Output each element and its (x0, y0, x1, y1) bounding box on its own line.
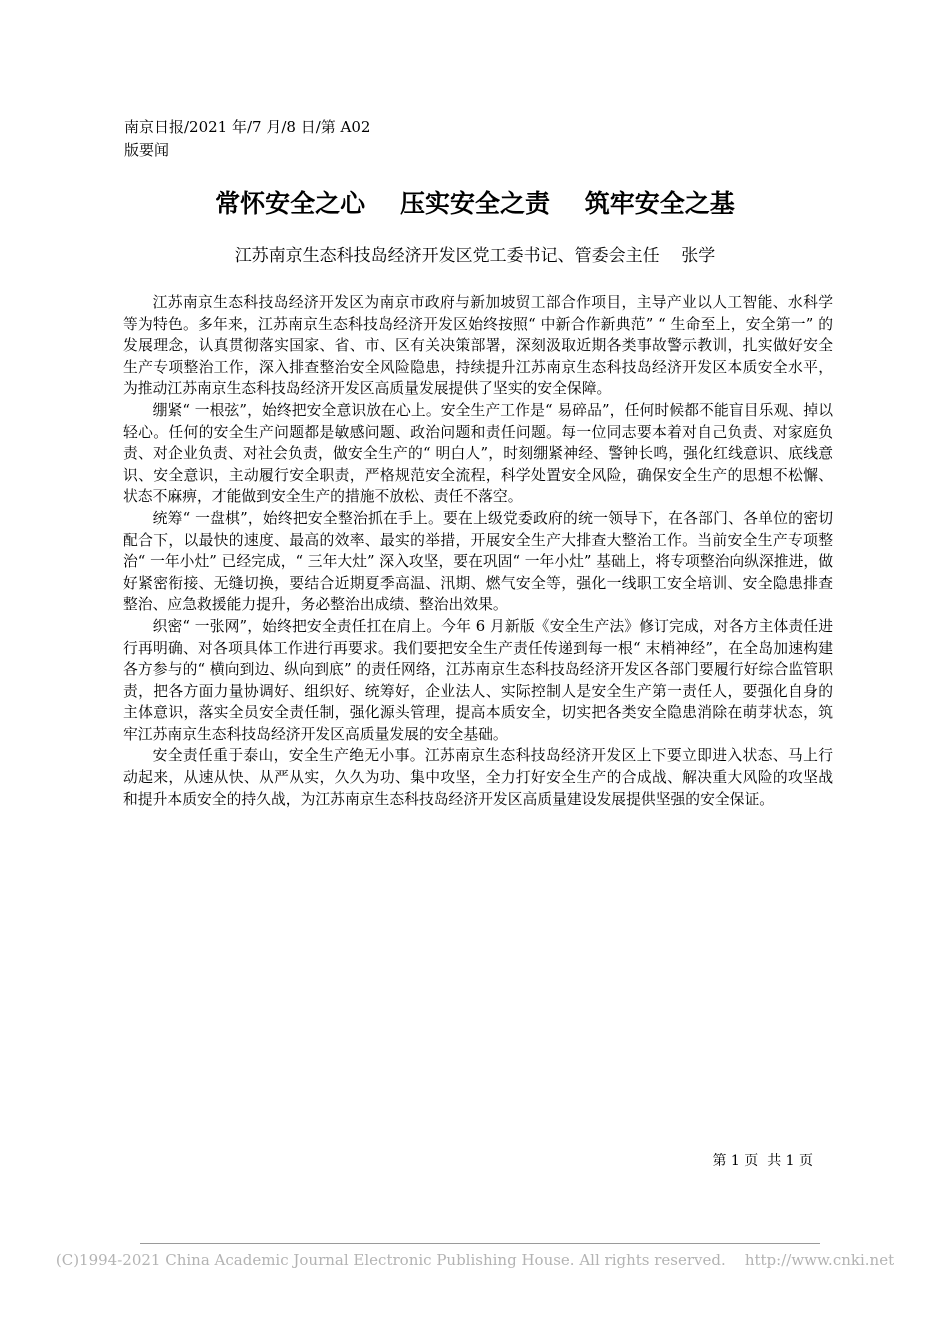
footer-divider (140, 1243, 820, 1244)
paragraph: 江苏南京生态科技岛经济开发区为南京市政府与新加坡贸工部合作项目，主导产业以人工智能、水科学等为特色。多年来，江苏南京生态科技岛经济开发区始终按照“ 中新合作新典范” “ 生命至上，安全第一” 的发展理念，认真贯彻落实国家、省、市、区有关决策部署，深刻汲取近期各类事故警示教训，扎实做好安全生产专项整治工作，深入排查整治安全风险隐患，持续提升江苏南京生态科技岛经济开发区本质安全水平，为推动江苏南京生态科技岛经济开发区高质量发展提供了坚实的安全保障。 (123, 294, 833, 398)
paragraph: 统筹“ 一盘棋”，始终把安全整治抓在手上。要在上级党委政府的统一领导下，在各部门、各单位的密切配合下，以最快的速度、最高的效率、最实的举措，开展安全生产大排查大整治工作。当前安全生产专项整治“ 一年小灶” 已经完成，“ 三年大灶” 深入攻坚，要在巩固“ 一年小灶” 基础上，将专项整治向纵深推进，做好紧密衔接、无缝切换，要结合近期夏季高温、汛期、燃气安全等，强化一线职工安全培训、安全隐患排查整治、应急救援能力提升，务必整治出成绩、整治出效果。 (123, 509, 833, 614)
source-line-1: 南京日报/2021 年/7 月/8 日/第 A02 (124, 118, 371, 136)
page-number: 第 1 页 共 1 页 (712, 1153, 813, 1169)
source-info (124, 116, 454, 162)
paragraph: 织密“ 一张网”，始终把安全责任扛在肩上。今年 6 月新版《安全生产法》修订完成，对各方主体责任进行再明确、对各项具体工作进行再要求。我们要把安全生产责任传递到每一根“ 末梢神经”，在全岛加速构建各方参与的“ 横向到边、纵向到底” 的责任网络，江苏南京生态科技岛经济开发区各部门要履行好综合监管职责，把各方面力量协调好、组织好、统筹好，企业法人、实际控制人是安全生产第一责任人，要强化自身的主体意识，落实全员安全责任制，强化源头管理，提高本质安全，切实把各类安全隐患消除在萌芽状态，筑牢江苏南京生态科技岛经济开发区高质量发展的安全基础。 (123, 617, 833, 743)
paragraph: 安全责任重于泰山，安全生产绝无小事。江苏南京生态科技岛经济开发区上下要立即进入状态、马上行动起来，从速从快、从严从实，久久为功、集中攻坚，全力打好安全生产的合成战、解决重大风险的攻坚战和提升本质安全的持久战，为江苏南京生态科技岛经济开发区高质量建设发展提供坚强的安全保证。 (123, 747, 833, 808)
source-line-2: 版要闻 (124, 141, 170, 159)
article-title: 常怀安全之心 压实安全之责 筑牢安全之基 (215, 189, 735, 218)
article-body (123, 292, 833, 810)
paragraph: 绷紧“ 一根弦”，始终把安全意识放在心上。安全生产工作是“ 易碎品”，任何时候都不能盲目乐观、掉以轻心。任何的安全生产问题都是敏感问题、政治问题和责任问题。每一位同志要本着对自己负责、对家庭负责、对企业负责、对社会负责，做安全生产的“ 明白人”，时刻绷紧神经、警钟长鸣，强化红线意识、底线意识、安全意识，主动履行安全职责，严格规范安全流程，科学处置安全风险，确保安全生产的思想不松懈、状态不麻痹，才能做到安全生产的措施不放松、责任不落空。 (123, 401, 833, 506)
article-byline: 江苏南京生态科技岛经济开发区党工委书记、管委会主任 张学 (234, 246, 716, 266)
copyright-notice: (C)1994-2021 China Academic Journal Electronic Publishing House. All rights reserved. http://www.cnki.net (55, 1251, 895, 1269)
